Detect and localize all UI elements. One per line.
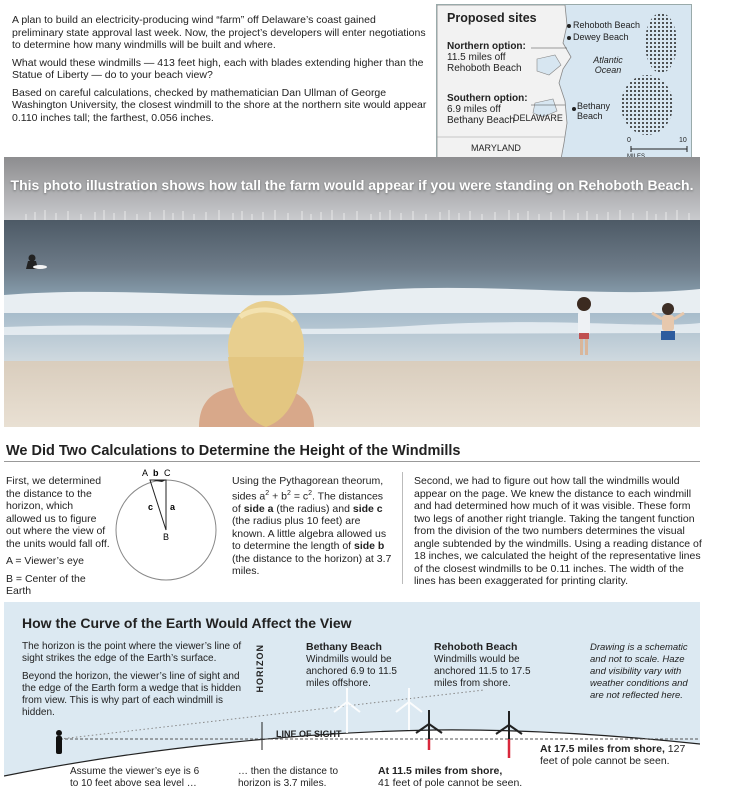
- horizon-distance-note: … then the distance to horizon is 3.7 miles.: [238, 766, 339, 789]
- intro-paragraph-3: Based on careful calculations, checked by mathematician Dan Ullman of George Washington University, the closest windmill to the shore at the northern site would appear 0.110 inches tall; the farthest, 0.056 inches.: [12, 86, 427, 124]
- map-label-dewey: Dewey Beach: [573, 32, 629, 42]
- diagram-label-c: C: [164, 468, 171, 478]
- calculations-heading: We Did Two Calculations to Determine the Height of the Windmills: [6, 443, 461, 459]
- diagram-side-c: c: [148, 502, 154, 512]
- map-label-delaware: DELAWARE: [513, 113, 563, 123]
- callout-11-5-bold: At 11.5 miles from shore,: [378, 765, 503, 777]
- schematic-note: Drawing is a schematic and not to scale. Haze and visibility vary with weather conditions and are not reflected here.: [590, 642, 688, 701]
- line-of-sight-label: LINE OF SIGHT: [276, 729, 342, 739]
- horizon-triangle-diagram: [112, 464, 222, 582]
- map-label-maryland: MARYLAND: [471, 143, 521, 153]
- calculations-first-step: [6, 475, 111, 620]
- map-scale-unit: MILES: [627, 154, 646, 158]
- rehoboth-heading: Rehoboth Beach: [434, 641, 518, 653]
- beach-scene-graphic: [4, 157, 700, 427]
- viewer-figure: [56, 736, 62, 754]
- key-a: A = Viewer’s eye: [6, 555, 84, 567]
- map-southern-title: Southern option:: [447, 93, 528, 104]
- callout-11-5-rest: 41 feet of pole cannot be seen.: [378, 777, 523, 789]
- map-scale-zero: 0: [627, 137, 631, 144]
- map-label-rehoboth: Rehoboth Beach: [573, 20, 641, 30]
- callout-11-5-miles: [378, 765, 538, 789]
- calculations-second-step: Second, we had to figure out how tall the windmills would appear on the page. We knew the distance to each windmill and had determined how much of it was visible. These form two legs of another right triangle. Taking the tangent function from the division of the two numbers determines the visual angle subtended by the windmills. Using a reading distance of 18 inches, we calculated the height of the representative lines of the closest windmills to be 0.11 inches. The width of the lines has been exaggerated for printing clarity.: [414, 475, 702, 587]
- rehoboth-text: Windmills would be anchored 11.5 to 17.5 miles from shore.: [434, 654, 531, 689]
- diagram-center-b: B: [163, 532, 170, 542]
- map-northern-detail: 11.5 miles off Rehoboth Beach: [447, 52, 522, 74]
- diagram-label-a: A: [142, 468, 149, 478]
- map-title: Proposed sites: [447, 11, 537, 25]
- eye-height-note: Assume the viewer’s eye is 6 to 10 feet above sea level …: [70, 766, 200, 789]
- bethany-heading: Bethany Beach: [306, 641, 382, 653]
- coastline-map-graphic: [437, 5, 692, 158]
- intro-paragraph-1: A plan to build an electricity-producing wind “farm” off Delaware’s coast gained preliminary state approval last week. Now, the project’s developers will enter negotiations to determine how many windmills will be built and where.: [12, 14, 426, 51]
- calculations-divider: [4, 461, 700, 462]
- diagram-label-b-side: b: [153, 468, 159, 478]
- map-scale-ten: 10: [679, 137, 687, 144]
- map-label-ocean: Atlantic Ocean: [593, 55, 623, 75]
- curve-heading: How the Curve of the Earth Would Affect the View: [22, 615, 352, 631]
- horizon-vertical-label: HORIZON: [255, 644, 265, 693]
- bethany-text: Windmills would be anchored 6.9 to 11.5 miles offshore.: [306, 654, 397, 689]
- photo-caption: This photo illustration shows how tall the farm would appear if you were standing on Rehoboth Beach.: [10, 177, 694, 193]
- first-step-text: First, we determined the distance to the horizon, which allowed us to figure out where the view of the units would fall off.: [6, 475, 110, 550]
- intro-paragraph-2: What would these windmills — 413 feet high, each with blades extending higher than the Statue of Liberty — do to your beach view?: [12, 56, 424, 81]
- curve-paragraph-1: The horizon is the point where the viewer’s line of sight strikes the edge of the Earth’s surface.: [22, 641, 242, 664]
- southern-site-area: [621, 75, 673, 135]
- curve-paragraph-2: Beyond the horizon, the viewer’s line of sight and the edge of the Earth form a wedge that is hidden from view. This is why part of each windmill is hidden.: [22, 671, 242, 718]
- map-southern-detail: 6.9 miles off Bethany Beach: [447, 104, 515, 126]
- northern-site-area: [645, 13, 677, 73]
- callout-17-5-miles: At 17.5 miles from shore, 127 feet of pole cannot be seen.: [540, 743, 686, 767]
- proposed-sites-map: [436, 4, 692, 158]
- calculations-column-separator: [402, 472, 403, 584]
- map-northern-title: Northern option:: [447, 41, 526, 52]
- beach-photo-illustration: [4, 157, 700, 427]
- intro-text: [12, 14, 430, 129]
- diagram-side-a: a: [170, 502, 176, 512]
- map-label-bethany: Bethany Beach: [577, 101, 611, 121]
- pythagorean-explanation: Using the Pythagorean theorum, sides $a^2 + b^2 = c^2$. The distances of side a (the radius) and side c (the radius plus 10 feet) are known. A little algebra allowed us to determine the length of side b (the distance to the horizon) at 3.7 miles.: [232, 475, 392, 577]
- curve-explanation: [22, 641, 242, 725]
- key-b: B = Center of the Earth: [6, 572, 86, 597]
